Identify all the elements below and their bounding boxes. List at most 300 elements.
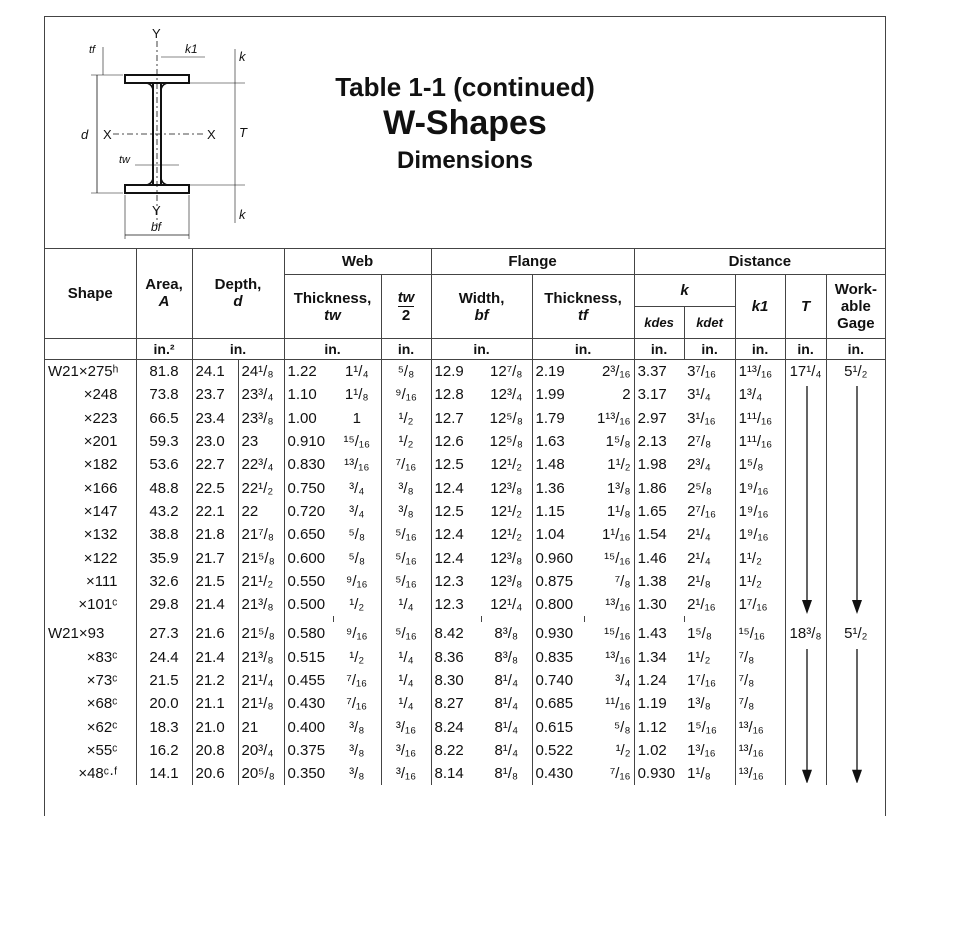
web-thickness-frac-cell: ¹/₂ — [349, 596, 365, 614]
web-thickness-frac-cell: ¹³/₁₆ — [344, 456, 370, 474]
flange-width-cell: 12.7 — [431, 407, 481, 430]
tw-over-2-cell: ¹/₂ — [381, 430, 431, 453]
flange-width-frac-cell: 8¹/₄ — [494, 672, 519, 689]
flange-thickness-frac-cell: ⁷/₈ — [614, 572, 631, 590]
flange-thickness-frac-cell: ¹³/₁₆ — [605, 596, 631, 614]
area-cell: 38.8 — [136, 523, 192, 546]
kdet-cell: 1⁷/₁₆ — [687, 672, 717, 689]
T-cell: 18³/₈ — [785, 622, 826, 645]
k1-cell: ⁷/₈ — [735, 646, 785, 669]
flange-width-cell: 12.4 — [431, 476, 481, 499]
units-row: in.² in. in. in. in. in. in. in. in. in. in. — [45, 339, 885, 360]
table-body — [45, 360, 885, 786]
k1-cell: 1¹¹/₁₆ — [735, 407, 785, 430]
area-cell: 24.4 — [136, 646, 192, 669]
flange-thickness-frac-cell: ⁵/₈ — [613, 718, 631, 736]
diagram-tw: tw — [119, 154, 130, 166]
diagram-x-right: X — [207, 127, 216, 142]
gage-cell: 5¹/₂ — [826, 360, 885, 384]
depth-frac-cell: 23³/₈ — [238, 407, 284, 430]
continuation-arrow-T — [799, 649, 815, 784]
web-thickness-frac-cell: ⁹/₁₆ — [345, 572, 368, 590]
kdet-cell: 2⁷/₈ — [687, 433, 712, 451]
kdet-cell: 1⁵/₁₆ — [687, 718, 717, 736]
tw-over-2-cell: ¹/₄ — [381, 692, 431, 715]
flange-thickness-frac-cell: 1¹³/₁₆ — [596, 409, 631, 427]
col-shape: Shape — [67, 284, 113, 302]
kdet-cell: 1¹/₈ — [687, 765, 711, 783]
web-thickness-frac-cell: ⁹/₁₆ — [345, 625, 368, 643]
flange-thickness-frac-cell: 1³/₈ — [606, 479, 631, 497]
depth-frac-cell: 21⁵/₈ — [238, 622, 284, 645]
flange-width-frac-cell: 8¹/₈ — [494, 765, 519, 783]
depth-cell: 21.4 — [192, 593, 238, 616]
diagram-k-top: k — [239, 49, 246, 64]
flange-width-frac-cell: 12⁷/₈ — [490, 363, 523, 381]
flange-width-frac-cell: 8¹/₄ — [494, 718, 519, 736]
flange-width-cell: 12.9 — [431, 360, 481, 384]
area-cell: 81.8 — [136, 360, 192, 384]
kdes-cell: 0.930 — [634, 762, 684, 785]
depth-frac-cell: 22¹/₂ — [238, 476, 284, 499]
diagram-bf: bf — [151, 220, 162, 234]
web-thickness-frac-cell: ⁷/₁₆ — [346, 695, 368, 713]
web-thickness-cell: 0.600 — [284, 546, 333, 569]
flange-thickness-frac-cell: 1¹/₁₆ — [601, 526, 631, 544]
depth-frac-cell: 21¹/₂ — [238, 570, 284, 593]
web-thickness-cell: 0.350 — [284, 762, 333, 785]
web-thickness-frac-cell: ⁵/₈ — [348, 549, 366, 567]
k1-cell: 1¹/₂ — [735, 546, 785, 569]
flange-width-cell: 8.27 — [431, 692, 481, 715]
continuation-arrow-T — [799, 386, 815, 614]
flange-width-cell: 12.3 — [431, 593, 481, 616]
table-frame — [44, 16, 886, 816]
depth-frac-cell: 24¹/₈ — [238, 360, 284, 384]
tw-over-2-cell: ¹/₂ — [381, 407, 431, 430]
web-thickness-frac-cell: ¹⁵/₁₆ — [343, 433, 371, 451]
depth-frac-cell: 21¹/₄ — [238, 669, 284, 692]
flange-width-cell: 12.5 — [431, 500, 481, 523]
kdes-cell: 1.98 — [634, 453, 684, 476]
flange-thickness-cell: 0.430 — [532, 762, 584, 785]
table-row — [45, 762, 885, 785]
depth-frac-cell: 23³/₄ — [238, 383, 284, 406]
flange-width-cell: 12.8 — [431, 383, 481, 406]
kdet-cell: 2⁵/₈ — [687, 479, 713, 497]
table-row — [45, 453, 885, 476]
kdet-cell: 2¹/₈ — [687, 572, 711, 590]
flange-thickness-cell: 2.19 — [532, 360, 584, 384]
flange-thickness-cell: 0.960 — [532, 546, 584, 569]
k1-cell: ⁷/₈ — [735, 692, 785, 715]
shape-cell: W21×93 — [48, 625, 105, 643]
depth-frac-cell: 20³/₄ — [238, 739, 284, 762]
table-row — [45, 476, 885, 499]
diagram-tf: tf — [89, 44, 96, 56]
shape-cell: ×166 — [83, 479, 118, 497]
group-web: Web — [284, 248, 431, 275]
web-thickness-frac-cell: 1¹/₈ — [344, 386, 369, 404]
area-cell: 48.8 — [136, 476, 192, 499]
table-row — [45, 570, 885, 593]
kdet-cell: 2¹/₄ — [687, 549, 711, 567]
flange-width-frac-cell: 12¹/₂ — [490, 526, 523, 544]
web-thickness-cell: 0.750 — [284, 476, 333, 499]
web-thickness-frac-cell: ⁵/₈ — [348, 526, 366, 544]
kdet-cell: 2⁷/₁₆ — [687, 502, 717, 520]
tw-over-2-cell: ³/₁₆ — [381, 715, 431, 738]
shape-cell: ×122 — [83, 549, 118, 567]
web-thickness-cell: 0.580 — [284, 622, 333, 645]
area-cell: 73.8 — [136, 383, 192, 406]
flange-thickness-frac-cell: ¹³/₁₆ — [605, 648, 631, 666]
diagram-x-left: X — [103, 127, 112, 142]
web-thickness-cell: 0.375 — [284, 739, 333, 762]
col-flange-thickness: Thickness, tf — [532, 275, 634, 339]
k1-cell: ¹³/₁₆ — [735, 762, 785, 785]
depth-cell: 23.0 — [192, 430, 238, 453]
flange-width-frac-cell: 12¹/₂ — [490, 456, 523, 474]
flange-width-cell: 8.24 — [431, 715, 481, 738]
area-cell: 16.2 — [136, 739, 192, 762]
web-thickness-frac-cell: ³/₄ — [349, 479, 365, 497]
k1-cell: 1¹/₂ — [735, 570, 785, 593]
kdes-cell: 3.17 — [634, 383, 684, 406]
web-thickness-cell: 1.10 — [284, 383, 333, 406]
shape-cell: ×201 — [83, 433, 118, 451]
kdet-cell: 1³/₈ — [687, 695, 711, 713]
flange-width-frac-cell: 12³/₈ — [490, 572, 523, 590]
flange-thickness-cell: 0.615 — [532, 715, 584, 738]
flange-width-cell: 12.3 — [431, 570, 481, 593]
kdes-cell: 1.86 — [634, 476, 684, 499]
col-gage: Work- able Gage — [826, 275, 885, 339]
flange-thickness-cell: 0.835 — [532, 646, 584, 669]
depth-cell: 22.1 — [192, 500, 238, 523]
kdes-cell: 2.13 — [634, 430, 684, 453]
kdet-cell: 2¹/₁₆ — [687, 596, 716, 614]
tw-over-2-cell: ³/₁₆ — [381, 739, 431, 762]
flange-thickness-frac-cell: ¹⁵/₁₆ — [604, 549, 631, 567]
kdes-cell: 1.19 — [634, 692, 684, 715]
k1-cell: 1¹¹/₁₆ — [735, 430, 785, 453]
web-thickness-frac-cell: ³/₈ — [349, 741, 365, 759]
flange-width-cell: 12.6 — [431, 430, 481, 453]
dimensions-table — [45, 248, 885, 785]
flange-thickness-cell: 1.48 — [532, 453, 584, 476]
web-thickness-frac-cell: ³/₈ — [349, 718, 365, 736]
tw-over-2-cell: ⁵/₁₆ — [381, 546, 431, 569]
tw-over-2-cell: ⁵/₁₆ — [381, 523, 431, 546]
col-kdes: kdes — [634, 307, 684, 339]
flange-width-cell: 12.4 — [431, 546, 481, 569]
depth-frac-cell: 21⁵/₈ — [238, 546, 284, 569]
web-thickness-cell: 1.22 — [284, 360, 333, 384]
flange-width-frac-cell: 8³/₈ — [494, 648, 519, 666]
depth-frac-cell: 21³/₈ — [238, 646, 284, 669]
flange-thickness-cell: 1.36 — [532, 476, 584, 499]
flange-thickness-cell: 1.79 — [532, 407, 584, 430]
tw-over-2-cell: ³/₈ — [381, 476, 431, 499]
diagram-y-top: Y — [152, 26, 161, 41]
kdes-cell: 1.30 — [634, 593, 684, 616]
shape-cell: ×83ᶜ — [86, 648, 118, 666]
table-row — [45, 500, 885, 523]
table-row — [45, 593, 885, 616]
tw-over-2-cell: ¹/₄ — [381, 669, 431, 692]
area-cell: 59.3 — [136, 430, 192, 453]
web-thickness-cell: 0.830 — [284, 453, 333, 476]
flange-thickness-frac-cell: ¹¹/₁₆ — [605, 695, 631, 713]
table-subtitle: Dimensions — [396, 147, 534, 174]
depth-cell: 20.8 — [192, 739, 238, 762]
shape-cell: ×55ᶜ — [86, 741, 118, 759]
flange-thickness-cell: 1.63 — [532, 430, 584, 453]
shape-cell: ×182 — [83, 456, 118, 474]
flange-width-frac-cell: 12³/₈ — [490, 479, 523, 497]
col-k: k — [634, 275, 735, 307]
col-k1: k1 — [735, 275, 785, 339]
shape-cell: ×132 — [83, 526, 118, 544]
area-cell: 32.6 — [136, 570, 192, 593]
web-thickness-cell: 0.500 — [284, 593, 333, 616]
depth-cell: 21.2 — [192, 669, 238, 692]
tw-over-2-cell: ³/₈ — [381, 500, 431, 523]
flange-width-frac-cell: 12³/₈ — [490, 549, 523, 567]
depth-cell: 21.5 — [192, 570, 238, 593]
depth-frac-cell: 21⁷/₈ — [238, 523, 284, 546]
tw-over-2-cell: ⁷/₁₆ — [381, 453, 431, 476]
table-row — [45, 739, 885, 762]
table-row — [45, 669, 885, 692]
group-distance: Distance — [634, 248, 885, 275]
col-kdet: kdet — [684, 307, 735, 339]
flange-width-frac-cell: 12³/₄ — [490, 386, 523, 404]
depth-cell: 21.1 — [192, 692, 238, 715]
flange-thickness-cell: 0.800 — [532, 593, 584, 616]
kdet-cell: 1³/₁₆ — [687, 741, 716, 759]
depth-cell: 21.8 — [192, 523, 238, 546]
shape-cell: ×248 — [83, 386, 118, 404]
kdes-cell: 1.02 — [634, 739, 684, 762]
table-row — [45, 407, 885, 430]
flange-thickness-cell: 0.685 — [532, 692, 584, 715]
flange-width-cell: 12.5 — [431, 453, 481, 476]
flange-thickness-cell: 1.99 — [532, 383, 584, 406]
flange-thickness-frac-cell: 1⁵/₈ — [605, 433, 631, 451]
diagram-k1: k1 — [185, 42, 198, 56]
depth-frac-cell: 21¹/₈ — [238, 692, 284, 715]
shape-cell: ×73ᶜ — [86, 672, 118, 689]
web-thickness-cell: 0.720 — [284, 500, 333, 523]
table-row — [45, 383, 885, 406]
shape-cell: ×68ᶜ — [86, 695, 118, 713]
table-number: Table 1-1 (continued) — [335, 72, 595, 102]
kdet-cell: 1⁵/₈ — [687, 625, 713, 643]
tw-over-2-cell: ⁵/₁₆ — [381, 570, 431, 593]
web-thickness-cell: 0.455 — [284, 669, 333, 692]
k1-cell: ¹³/₁₆ — [735, 739, 785, 762]
k1-cell: ⁷/₈ — [735, 669, 785, 692]
web-thickness-cell: 0.515 — [284, 646, 333, 669]
T-cell: 17¹/₄ — [785, 360, 826, 384]
flange-width-cell: 8.36 — [431, 646, 481, 669]
continuation-arrow-gage — [849, 386, 865, 614]
area-cell: 29.8 — [136, 593, 192, 616]
flange-width-frac-cell: 12⁵/₈ — [489, 409, 523, 427]
web-thickness-cell: 0.650 — [284, 523, 333, 546]
area-cell: 53.6 — [136, 453, 192, 476]
diagram-y-bottom: Y — [152, 203, 161, 218]
tw-over-2-cell: ⁹/₁₆ — [381, 383, 431, 406]
kdet-cell: 1¹/₂ — [687, 648, 711, 666]
web-thickness-frac-cell: ³/₄ — [349, 502, 365, 520]
table-title: W-Shapes — [383, 104, 547, 142]
k1-cell: 1⁹/₁₆ — [735, 500, 785, 523]
web-thickness-frac-cell: ¹/₂ — [349, 648, 365, 666]
tw-over-2-cell: ⁵/₈ — [381, 360, 431, 384]
area-cell: 35.9 — [136, 546, 192, 569]
depth-frac-cell: 21 — [238, 715, 284, 738]
flange-thickness-frac-cell: 2 — [622, 386, 631, 404]
shape-cell: W21×275ʰ — [48, 363, 119, 381]
k1-cell: 1⁷/₁₆ — [735, 593, 785, 616]
flange-thickness-frac-cell: ³/₄ — [615, 672, 631, 689]
flange-thickness-cell: 1.15 — [532, 500, 584, 523]
web-thickness-cell: 0.430 — [284, 692, 333, 715]
k1-cell: ¹³/₁₆ — [735, 715, 785, 738]
depth-cell: 20.6 — [192, 762, 238, 785]
web-thickness-frac-cell: 1 — [352, 409, 361, 427]
flange-thickness-cell: 0.740 — [532, 669, 584, 692]
tw-over-2-cell: ¹/₄ — [381, 593, 431, 616]
continuation-arrow-gage — [849, 649, 865, 784]
k1-cell: ¹⁵/₁₆ — [735, 622, 785, 645]
kdes-cell: 2.97 — [634, 407, 684, 430]
flange-width-cell: 8.14 — [431, 762, 481, 785]
kdes-cell: 1.43 — [634, 622, 684, 645]
shape-cell: ×101ᶜ — [78, 596, 118, 614]
flange-width-cell: 8.30 — [431, 669, 481, 692]
k1-cell: 1¹³/₁₆ — [735, 360, 785, 384]
k1-cell: 1⁵/₈ — [735, 453, 785, 476]
kdes-cell: 1.12 — [634, 715, 684, 738]
web-thickness-frac-cell: ³/₈ — [349, 765, 365, 783]
kdet-cell: 2¹/₄ — [687, 526, 711, 544]
kdes-cell: 1.34 — [634, 646, 684, 669]
kdes-cell: 1.54 — [634, 523, 684, 546]
web-thickness-frac-cell: 1¹/₄ — [344, 363, 369, 381]
web-thickness-frac-cell: ⁷/₁₆ — [346, 672, 368, 689]
table-row — [45, 646, 885, 669]
shape-cell: ×62ᶜ — [86, 718, 118, 736]
diagram-d: d — [81, 127, 89, 142]
area-cell: 14.1 — [136, 762, 192, 785]
area-cell: 18.3 — [136, 715, 192, 738]
kdet-cell: 3¹/₄ — [687, 386, 711, 404]
col-area: Area, A — [136, 248, 192, 339]
flange-thickness-frac-cell: ¹⁵/₁₆ — [604, 625, 631, 643]
web-thickness-cell: 0.400 — [284, 715, 333, 738]
kdes-cell: 1.38 — [634, 570, 684, 593]
table-row — [45, 523, 885, 546]
table-row — [45, 715, 885, 738]
kdes-cell: 3.37 — [634, 360, 684, 384]
web-thickness-cell: 0.910 — [284, 430, 333, 453]
table-header — [45, 17, 885, 249]
k1-cell: 1⁹/₁₆ — [735, 523, 785, 546]
table-row — [45, 546, 885, 569]
depth-frac-cell: 21³/₈ — [238, 593, 284, 616]
k1-cell: 1⁹/₁₆ — [735, 476, 785, 499]
web-thickness-cell: 0.550 — [284, 570, 333, 593]
flange-thickness-frac-cell: ⁷/₁₆ — [609, 765, 631, 783]
flange-width-cell: 8.22 — [431, 739, 481, 762]
tw-over-2-cell: ³/₁₆ — [381, 762, 431, 785]
kdet-cell: 2³/₄ — [687, 456, 711, 474]
shape-cell: ×48ᶜ·ᶠ — [78, 765, 118, 783]
col-T: T — [785, 275, 826, 339]
flange-thickness-cell: 1.04 — [532, 523, 584, 546]
web-thickness-cell: 1.00 — [284, 407, 333, 430]
kdet-cell: 3⁷/₁₆ — [687, 363, 717, 381]
flange-thickness-cell: 0.930 — [532, 622, 584, 645]
area-cell: 27.3 — [136, 622, 192, 645]
col-depth: Depth, d — [192, 248, 284, 339]
shape-cell: ×223 — [83, 409, 118, 427]
w-shape-diagram — [75, 23, 315, 248]
flange-thickness-frac-cell: 2³/₁₆ — [601, 363, 631, 381]
area-cell: 21.5 — [136, 669, 192, 692]
table-row — [45, 692, 885, 715]
group-flange: Flange — [431, 248, 634, 275]
col-flange-width: Width, bf — [431, 275, 532, 339]
depth-cell: 21.6 — [192, 622, 238, 645]
flange-thickness-frac-cell: ¹/₂ — [615, 741, 631, 759]
shape-cell: ×147 — [83, 502, 118, 520]
flange-thickness-frac-cell: 1¹/₂ — [607, 456, 631, 474]
tw-over-2-cell: ¹/₄ — [381, 646, 431, 669]
area-cell: 20.0 — [136, 692, 192, 715]
depth-frac-cell: 20⁵/₈ — [238, 762, 284, 785]
area-cell: 66.5 — [136, 407, 192, 430]
flange-width-frac-cell: 12¹/₄ — [490, 596, 523, 614]
table-row — [45, 622, 885, 645]
depth-frac-cell: 22³/₄ — [238, 453, 284, 476]
depth-cell: 22.7 — [192, 453, 238, 476]
flange-width-cell: 12.4 — [431, 523, 481, 546]
flange-width-frac-cell: 12⁵/₈ — [489, 433, 523, 451]
k1-cell: 1³/₄ — [735, 383, 785, 406]
gage-cell: 5¹/₂ — [826, 622, 885, 645]
kdes-cell: 1.65 — [634, 500, 684, 523]
shape-cell: ×111 — [85, 572, 118, 590]
depth-cell: 23.7 — [192, 383, 238, 406]
flange-width-frac-cell: 8³/₈ — [494, 625, 519, 643]
flange-width-cell: 8.42 — [431, 622, 481, 645]
flange-thickness-cell: 0.522 — [532, 739, 584, 762]
depth-frac-cell: 22 — [238, 500, 284, 523]
tw-over-2-cell: ⁵/₁₆ — [381, 622, 431, 645]
depth-cell: 24.1 — [192, 360, 238, 384]
kdes-cell: 1.24 — [634, 669, 684, 692]
flange-thickness-frac-cell: 1¹/₈ — [606, 502, 631, 520]
kdes-cell: 1.46 — [634, 546, 684, 569]
depth-cell: 21.7 — [192, 546, 238, 569]
depth-frac-cell: 23 — [238, 430, 284, 453]
depth-cell: 21.4 — [192, 646, 238, 669]
